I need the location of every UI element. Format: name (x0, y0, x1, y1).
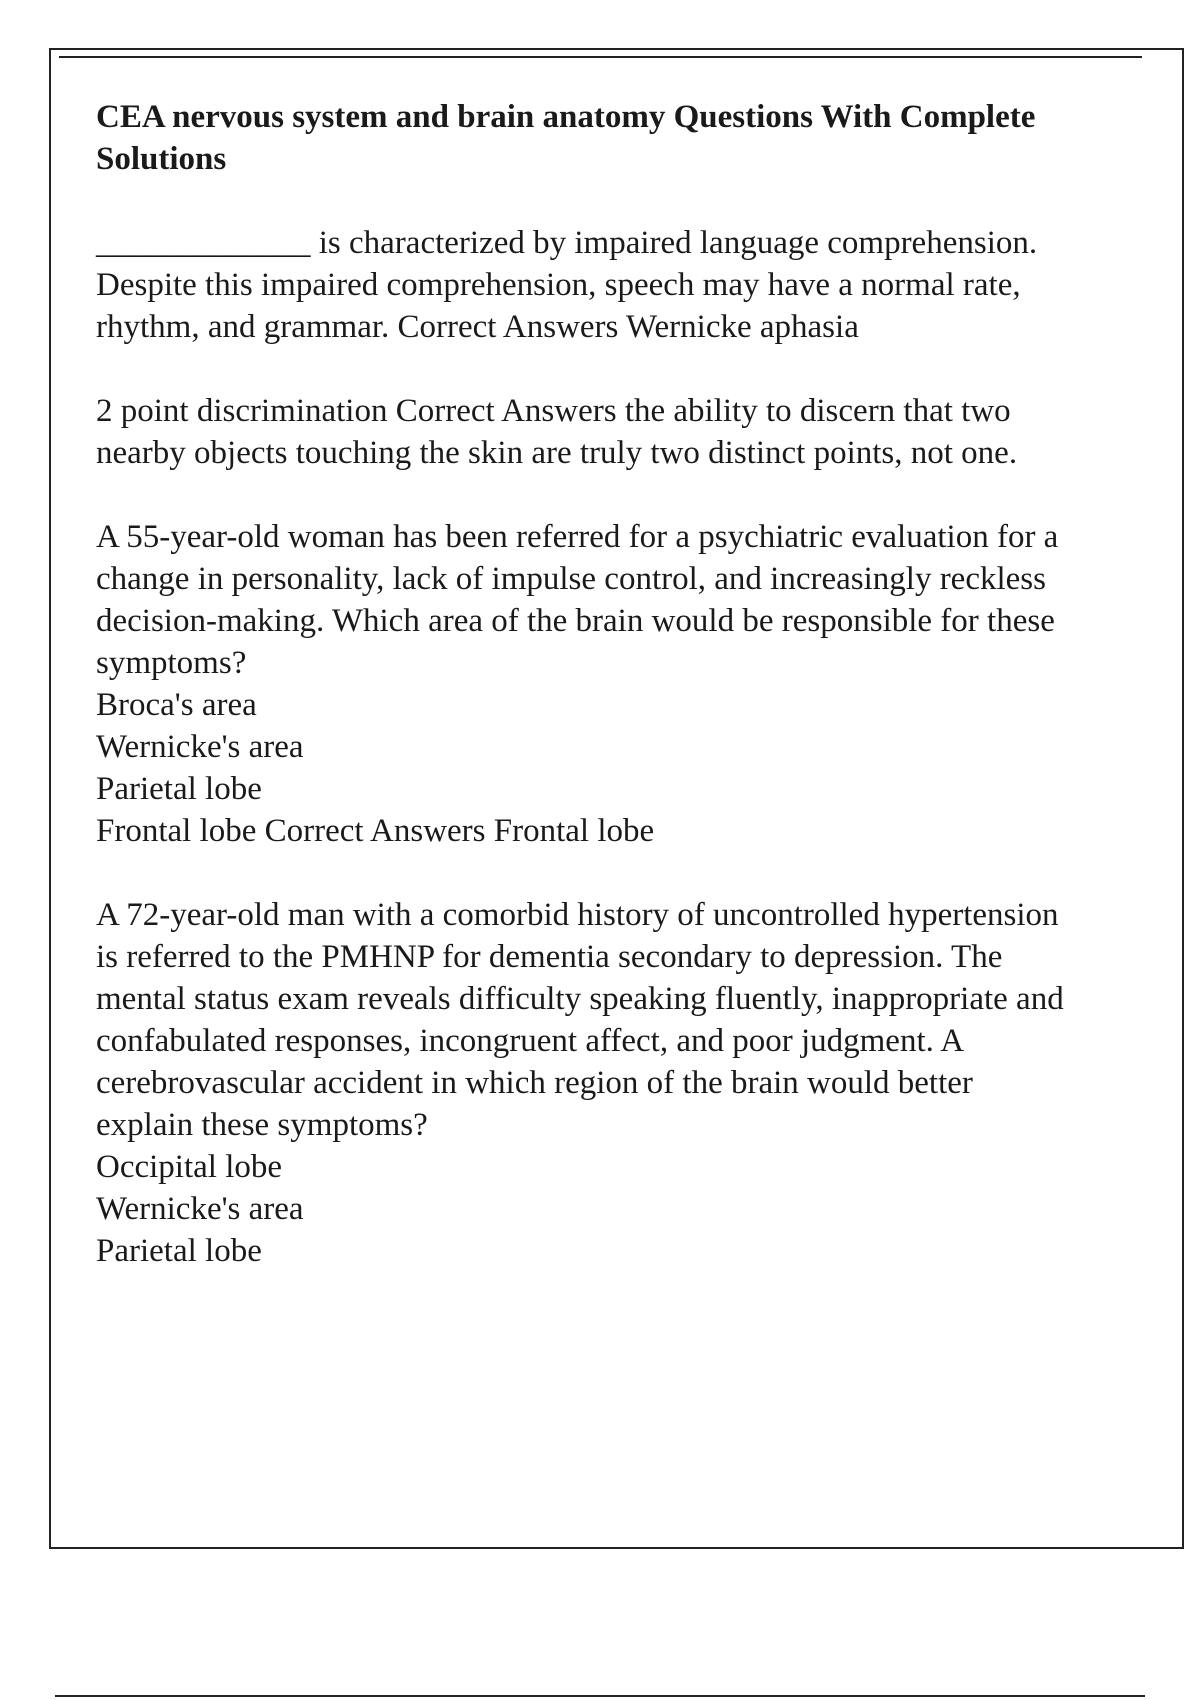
document-title: CEA nervous system and brain anatomy Questions With Complete Solutions (96, 99, 1036, 177)
answer-option: Wernicke's area (96, 729, 304, 765)
top-rule (59, 56, 1142, 58)
answer-option: Parietal lobe (96, 1233, 262, 1269)
answer-option: Frontal lobe Correct Answers Frontal lobe (96, 813, 655, 849)
qa-item (96, 894, 1076, 1272)
answer-option: Wernicke's area (96, 1191, 304, 1227)
qa-item (96, 222, 1076, 348)
qa-text: 2 point discrimination Correct Answers the ability to discern that two nearby objects touching the skin are truly two distinct points, not one. (96, 393, 1018, 471)
qa-text: _____________ is characterized by impaired language comprehension. Despite this impaired comprehension, speech may have a normal rate, rhythm, and grammar. Correct Answers Wernicke aphasia (96, 225, 1038, 345)
answer-option: Parietal lobe (96, 771, 262, 807)
qa-item (96, 516, 1076, 852)
qa-item (96, 390, 1076, 474)
document-body (96, 96, 1076, 1314)
bottom-rule (55, 1695, 1145, 1697)
answer-option: Occipital lobe (96, 1149, 283, 1185)
answer-option: Broca's area (96, 687, 257, 723)
qa-text: A 72-year-old man with a comorbid history of uncontrolled hypertension is referred to the PMHNP for dementia secondary to depression. The mental status exam reveals difficulty speaking fluently, inappropriate and confabulated responses, incongruent affect, and poor judgment. A cerebrovascular accident in which region of the brain would better explain these symptoms? (96, 897, 1064, 1143)
qa-text: A 55-year-old woman has been referred for a psychiatric evaluation for a change in personality, lack of impulse control, and increasingly reckless decision-making. Which area of the brain would be responsible for these symptoms? (96, 519, 1059, 681)
